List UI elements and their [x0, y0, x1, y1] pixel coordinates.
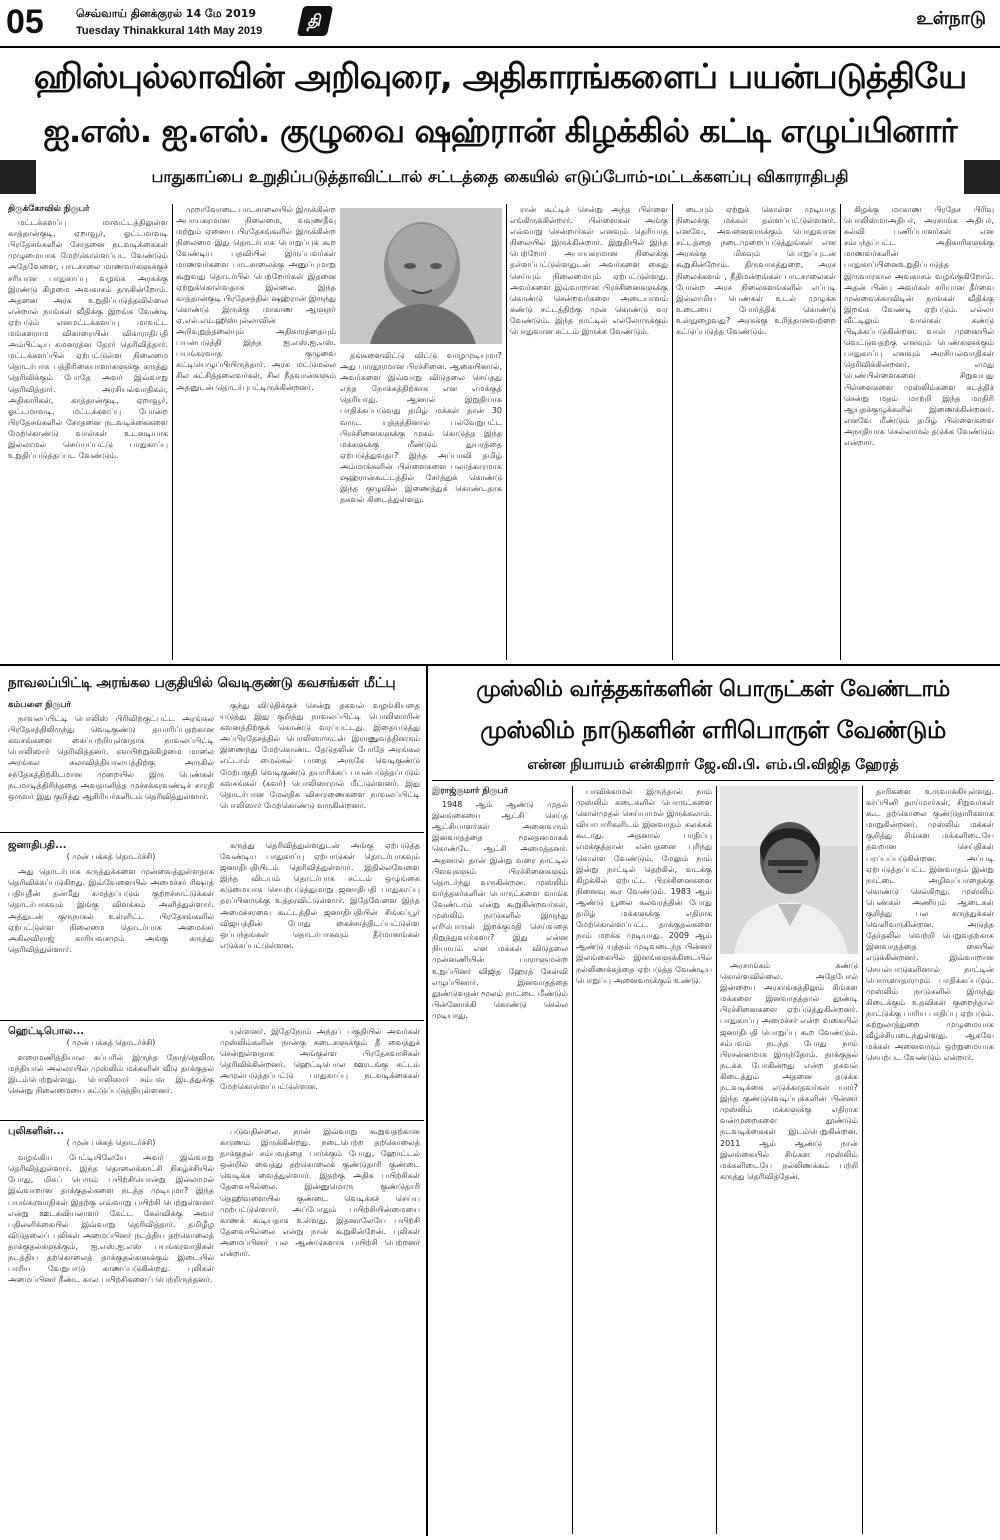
- newspaper-logo: [297, 6, 333, 36]
- naval-column-1: [8, 700, 214, 828]
- cont3-col2-text: படுவதில்லை. நான் இவ்வாறு கூறுவதற்கான காரணம் இருக்கின்றது. நடைபெற்ற தற்கொலைத் தாக்குதல் சம்பவத்தை பார்க்கும் போது, ஹோட்டல் ஒன்றில் வைத்து தற்கொலைக் குண்டுதாரி குண்டை வெடிக்க வைத்துள்ளார். இதற்கு அதிக பயிற்சிகள் தேவையில்லை. இன்னுமொரு குண்டுதாரி தெஹிவளையில் குண்டை வெடிக்கச் செய்ய முற்பட்டுள்ளார். அப்போதும் பயிற்சியின்மையை காணக் கூடியதாக உள்ளது. இதனாலேயே பயிற்சி தேவையில்லை என்று நான் கூறுகின்றேன். புலிகள் அமைப்பினர் பல ஆண்டுகளாக பயிற்சி பெற்றனர் என்றார்.: [220, 1127, 420, 1259]
- lead-headline-2: ஐ.எஸ். ஐ.எஸ். குழுவை ஷஹ்ரான் கிழக்கில் கட்டி எழுப்பினார்: [43, 111, 957, 150]
- jvp-col3-text: அரசாங்கம் கண்டு கொள்ளவில்லை. அதேபோல் இன்றைய அரசாங்கத்திலும் சிங்கள மக்களை இனவாதத்தால் தூண்டி பிரச்சினைகளை ஏற்படுத்துகின்றனர். பாதுகாப்பு அமைச்சர் என்ற வகையில் ஜனாதிபதி பொறுப்பு கூற வேண்டும். சம்பவம் நடந்த போது நாம் பிரசன்னமாக இருந்தோம். தாக்குதல் நடக்க போகின்றது என்ற தகவல் கிடைத்தும் அதனை தடுக்க நடவடிக்கை எடுக்காதவர்கள் யார்? இந்த குண்டுவெடிப்புக்களின் பின்னர் முஸ்லிம் மக்களுக்கு எதிராக வன்முறைகளை தூண்டும் நடவடிக்கைகள் இடம்பெறுகின்றன. 2011 ஆம் ஆண்டு நான் இலங்கையில் சிங்கள முஸ்லிம் மக்களிடையே நல்லிணக்கம் பற்றி கருத்து தெரிவித்தேன்.: [720, 961, 858, 1181]
- lead-col3-text: தங்களைவிட்டு விட்டு வாழமுடியுமா? அது பாரதூரமான பிரச்சினை. ஆகையினால், அவர்களை இவ்வாறு விடுதலை செய்தது எந்த நோக்கத்திற்காக என எமக்குத் தெரியாது. ஆனால் இறுதியாக பாதிக்கப்படுவது தமிழ் மக்கள் தான் 30 வருட யுத்தத்தினால் பல்வேறுபட்ட பிரச்சினைகளுக்கு முகம் கொடுத்த இந்த மக்களுக்கு மீண்டும் துயரத்தை ஏற்படுத்துவதா? இந்த அப்பாவி தமிழ் அம்மாக்களின் பிள்ளைகளை பலாத்காரமாக ஷஹ்ரான்கூட்டத்தில் சேர்த்துக் கொண்டு இந்த குழுவில் இணைத்துக் கொண்டதாக தகவல் கிடைத்துள்ளது.: [340, 351, 502, 505]
- jvp-byline: இராஜ்குமார் நிருபர்: [432, 786, 509, 796]
- section-rule: [0, 664, 1000, 666]
- subhead-block-left: [0, 160, 36, 194]
- lead-col4-text: ரான் கூட்டிச் சென்று அந்த பிள்ளை எங்கிருக்கின்றார். பிள்ளைகள் அங்கு எவ்வாறு சென்றார்கள் எனவும் தெரியாத நிலையில் இருக்கின்றார். இறுதியில் இந்த பெற்றோர் அபாயகரமான நிலைக்கு தள்ளப்பட்டுள்ளதுடன் அவர்களை கைது செய்யும் நிலைமையும் ஏற்பட்டுள்ளது. அவர்களை இவ்வாறான பிரச்சினைகளுக்கு கொண்டு சென்றவர்களை அடையாளம் கண்டு சட்டத்திற்கு முன் கொண்டு வர வேண்டும். இந்த நாட்டில் எல்லோருக்கும் பொதுவான சட்டம் இருக்க வேண்டும்.: [510, 205, 668, 337]
- cont3-title: புலிகளின்...: [8, 1126, 65, 1137]
- jvp-col1-text: 1948 ஆம் ஆண்டு முதல் இலங்கையை ஆட்சி செய்த ஆட்சியாளர்கள் அனைவரும் இனவாதத்தை மூலதனமாகக் கொண்டே ஆட்சி அமைத்தனர். அதனால் தான் இன்று வரை நாட்டில் பிளவுகளும் பிரச்சினைகளும் தொடர்ந்து வருகின்றன. முஸ்லிம் வர்த்தகர்களின் பொருட்களை வாங்க வேண்டாம் என்று கூறுகின்றவர்கள், முஸ்லிம் நாடுகளில் இருந்து எரிபொருள் இறக்குமதி செய்வதை நிறுத்துவார்களா? இது என்ன நியாயம் என மக்கள் விடுதலை முன்னணியின் பாராளுமன்ற உறுப்பினர் விஜித ஹேரத் கேள்வி எழுப்பினார். இனவாதத்தை தூண்டுவதன் மூலம் நாட்டை மீண்டும் பின்னோக்கி கொண்டு செல்ல முடியாது.: [432, 800, 568, 1020]
- naval-column-2: [220, 700, 420, 828]
- subhead-rule: [432, 780, 994, 781]
- logo-text: தி: [306, 11, 324, 30]
- cont3-label: ( முன் பக்கத் தொடர்ச்சி): [66, 1138, 156, 1148]
- lead-column-4: [510, 204, 668, 660]
- cont3-column-2: [220, 1126, 420, 1534]
- col-rule: [862, 786, 863, 1534]
- naval-headline: நாவலப்பிட்டி அரங்கல பகுதியில் வெடிகுண்டு கவசங்கள் மீட்பு: [8, 675, 396, 691]
- lead-column-6: [844, 204, 994, 660]
- col-rule: [716, 786, 717, 1534]
- cont1-title: ஜனாதிபதி...: [8, 840, 67, 851]
- jvp-subhead: என்ன நியாயம் என்கிறார் ஜே.வி.பி. எம்.பி.விஜித ஹேரத்: [527, 757, 899, 773]
- jvp-headline-2: முஸ்லிம் நாடுகளின் எரிபொருள் வேண்டும்: [480, 716, 946, 744]
- lead-subhead-bar: [0, 160, 1000, 194]
- col-rule: [506, 204, 507, 660]
- politician-portrait-illustration: [720, 786, 858, 954]
- cont3-col1-text: வழங்கிய பேட்டியிலேயே அவர் இவ்வாறு தெரிவித்துள்ளார். இந்த தொலைக்காட்சி நிகழ்ச்சியில் போது, மிகப் பெரும் பயிற்சியொன்று இல்லாமல் இவ்வாறான தாக்குதல்களை நடத்த முடியுமா? இந்த பயங்கரவாதிகள் இதற்கு எவ்வாறு பயிற்சி பெற்றுள்ளனர் என்று ஊடகவியலாளர் கேட்ட கேள்விக்கு அவர் பதிலளிக்கையில் இவ்வாறு தெரிவித்தார். தமிழீழ விடுதலைப் புலிகள் அமைப்பினர் நடத்திய தற்கொலைத் தாக்குதல்களுக்கும், ஐ.எஸ்.ஐ.எஸ் பயங்கரவாதிகள் நடத்திய தற்கொலைத் தாக்குதல்களுக்கும் இடையில் பாரிய வேறுபாடு காணப்படுகின்றது. புலிகள் அமைப்பினர் நீண்ட கால பயிற்சிகளைப் பெற்றிருந்தனர்.: [8, 1153, 214, 1285]
- lead-byline: திருக்கோவில் நிருபர்: [8, 204, 90, 214]
- section-divider: [426, 666, 428, 1536]
- col-rule: [172, 204, 173, 660]
- cont1-col2-text: கருத்து தெரிவித்துள்ளதுடன் அங்கு ஏற்படுத்த வேண்டிய பாதுகாப்பு ஏற்பாடுகள் தொடர்பாகவும் ஜனாதிபதியிடம் தெரிவித்துள்ளார். இதில்லவேளை இந்த விடயம் தொடர்பாக சட்டம் ஒழுங்கை கடுமையாக செயற்படுத்துமாறு ஜனாதிபதி பாதுகாப்பு தரப்பினருக்கு உத்தரவிட்டுள்ளார். இதேவேளை இந்த அமைச்சரவை கூட்டத்தில் ஜனாதிபதியின் சிங்கப்பூர் விஜயத்தின் போது கைச்சாத்திடப்பட்டுள்ள ஒப்பந்தங்கள் தொடர்பாகவும் தீர்மானங்கள் எடுக்கப்பட்டுள்ளன.: [220, 841, 420, 950]
- cont1-column-1: [8, 840, 214, 1016]
- english-date: Tuesday Thinakkural 14th May 2019: [76, 25, 263, 37]
- section-label: உள்நாடு: [916, 8, 986, 29]
- masthead: [0, 0, 1000, 52]
- jvp-column-4: [866, 786, 994, 1534]
- monk-portrait-illustration: [340, 208, 502, 344]
- lead-col5-text: டையும் ஏற்றுக் கொள்ள முடியாத நிலைக்கு மக்கள் தள்ளப்பட்டுள்ளனர். எனவே, அவனைவருக்கும் பொதுவான சட்டத்தை நடைமுறைப்படுத்துங்கள் என அரசுக்கு மிகவும் பொறுப்புடன் கூறுகின்றோம். திருவாசுத்துறை, அரச நிலைக்களம் , நீதிமன்றங்கள் பாடசாலைகள் போன்ற அரச நிலைகளங்களில் எப்படி இல்லாமிய பெண்கள் உடல் முழுக்க உடையை போர்த்திக் கொண்டு உள்நுழைவது? அரசுக்கு உரித்தானவற்றை கட்டுப்படுத்த வேண்டும்.: [676, 205, 836, 337]
- jvp-column-3: [720, 960, 858, 1534]
- cont3-column-1: [8, 1126, 214, 1534]
- monk-photo: [340, 208, 502, 344]
- naval-col2-text: குந்து விடுதிக்குச் சென்று தகவல் வழங்கியதை யடுத்து இது குறித்து நாவலப்பிட்டி பொலிஸாரின் கவனத்திற்குக் கொண்டு வரப்பட்டது. இதையடுத்து அப்பிரதேசத்தில் பொலிஸாருடன் இராணுவத்தினரும் இணைந்து மேற்கொண்ட தேடுதலின் போதே அரங்கல எட்டாம் மைல்கல் பாதை அருகே வெடிகுண்டு மேற்பகுதி வெடிகுண்டு தயாரிக்கப் பயன்படுத்தப்படும் கவசங்கள் (கவர்) பொலிஸாரால் மீட்டுள்ளனர். இது தொடர்பான மேலதிக விசாரணைகளை நாவலப்பிட்டி பொலிஸார் மேற்கொண்டு வருகின்றனர்.: [220, 701, 420, 810]
- section-rule: [0, 1120, 424, 1121]
- lead-subhead: பாதுகாப்பை உறுதிப்படுத்தாவிட்டால் சட்டத்தை கையில் எடுப்போம்-மட்டக்களப்பு விகாராதிபதி: [151, 167, 849, 186]
- page-number: 05: [6, 3, 44, 41]
- masthead-rule: [0, 46, 1000, 48]
- subhead-block-right: [964, 160, 1000, 194]
- lead-column-3: [340, 350, 502, 660]
- naval-col1-text: நாவலப்பிட்டி பொலிஸ் பிரிவிற்குட்பட்ட அரங்கல பிரதேசத்திலிருந்து வெடிகுண்டு தயாரிப்பதற்கான கவசங்களை கைப்பற்றியுள்ளதாக நாவலப்பிட்டி பொலிஸார் தெரிவித்தனர். ஞாயிற்றுக்கிழமை மாலை அரங்கல கலாவித்தியாலயத்திற்கு அருகில் சந்தேகத்திற்கிடமான முறையில் இரு பெண்கள் நடமாடித்திரிந்ததை அவதானித்த முச்சக்கரவண்டிச் சாரதி ஒருவர் இது குறித்து ஆசிரியர்களிடம் தெரிவித்துள்ளார்.: [8, 714, 214, 801]
- jvp-col4-text: தாரிகளை உருவாக்கியுள்ளது. கர்ப்பினி தாய்மார்கள், சிறுவர்கள் கூட தற்கொலை குண்டுதாரிகளாக மாறுகின்றனர். முஸ்லிம் மக்கள் குறித்து சிங்கள மக்களிடையே தவறான செய்திகள் பரப்பப்படுகின்றன. அப்படி ஏற்படுத்தப்பட்ட இனவாதம் இன்று நாட்டை அழிவுப்பாதைக்கு கொண்டு செல்கிறது. முஸ்லிம் பெண்கள் அணியும் ஆடைகள் குறித்து பல கருத்துக்கள் வெளிவருகின்றன. அடுத்த தேர்தலில் வெற்றி பெறுவதற்காக இனவாதத்தை கையில் எடுக்கின்றனர். இவ்வாறான செயல்பாடுகளினால் நாட்டின் பொருளாதாரமும் பாதிக்கப்படும். முஸ்லிம் நாடுகளில் இருந்து கிடைக்கும் உதவிகள் குறைந்தால் நாட்டுக்கு பாரிய பாதிப்பு ஏற்படும். சுற்றுலாத்துறை முழுமையாக வீழ்ச்சியடைந்துள்ளது. ஆகவே மக்கள் அனைவரும் ஒற்றுமையாக செயற்பட வேண்டும் என்றார்.: [866, 787, 994, 1063]
- lead-headline-1: ஹிஸ்புல்லாவின் அறிவுரை, அதிகாரங்களைப் பயன்படுத்தியே: [33, 57, 967, 97]
- col-rule: [840, 204, 841, 660]
- cont2-title: ஹெட்டிபொல...: [8, 1026, 85, 1037]
- cont2-col1-text: ளரைமணித்தியால சுப்பரில் இருந்த நோத்தெலிரு மந்தியால் அல்லாயில் முஸ்லிம் மக்களின் வீடு தாக்குதல் இடம்பெற்றுள்ளது. பொலிஸார் சம்பவ இடத்துக்கு சென்று நிலைமையை கட்டுப்படுத்தியுள்ளனர்.: [8, 1053, 214, 1096]
- tamil-date: செவ்வாய் தினக்குரல் 14 மே 2019: [76, 7, 257, 20]
- jvp-headline-1: முஸ்லிம் வர்த்தகர்களின் பொருட்கள் வேண்டாம்: [476, 677, 950, 702]
- jvp-col2-text: பாவிக்காமல் இருந்தால் நாம் முஸ்லிம் கடைகளில் பொருட்களை கொள்முதல் செய்யாமல் இருக்கலாம். வியாபாரிகளிடம் இனவாதம் கலக்கக் கூடாது. அதனால் பாதிப்பு எமக்குத்தான் என்பதனை புரிந்து கொள்ள வேண்டும். மேலும் நாம் இன்று நாட்டில் தெற்கில், வடக்கு கிழக்கில் ஏற்பட்ட பிரச்சினைகளை நினைவு கூர வேண்டும். 1983 ஆம் ஆண்டு யூலை கலவரத்தின் போது தமிழ் மக்களுக்கு எதிராக மேற்கொள்ளப்பட்ட தாக்குதல்களை நாம் மறக்க முடியாது. 2009 ஆம் ஆண்டு யுத்தம் முடிவடைந்த பின்னர் இலங்கையில் இனங்களுக்கிடையில் நல்லிணக்கத்தை ஏற்படுத்த வேண்டிய பொறுப்பு அனைவருக்கும் உண்டு.: [576, 787, 712, 985]
- cont2-label: ( முன் பக்கத் தொடர்ச்சி): [66, 1038, 156, 1048]
- lead-column-2: [176, 204, 336, 660]
- lead-column-5: [676, 204, 836, 660]
- lead-col2-text: முறாவோடை பாடசாலையில் இருக்கின்ற அபாயகரமான நிலைமை, வவுணதீவு மற்றும் ஏனைய பிரதேசங்களில் இருக்கின்ற நிலைமை இது தொடர்பாக பொறுப்புக் கூற வேண்டிய பதவியில் இருப்பவர்கள் மாணவர்களை பாடசாலைக்கு அனுப்புமாறு கூறுவது தொடர்பில் பெற்றோர்கள் இதனை ஏற்றுக்கொள்வதாக இல்லை. இந்த காத்தான்குடி பிரதேசத்தில் ஷஹ்ரான் இருந்து கொண்டு இருக்கு மாகாண ஆளுநர் ஏ.எல்.எம்.ஹிஸ்புல்லாவின் அறிவுறுத்தலையும் அதிகாரத்தையும் பயன்படுத்தி இந்த ஐ.எஸ்.ஐ.எஸ். பயங்கரவாத குழுவை கட்டியெழுப்பியிருந்தார். அரசு மட்டுமல்ல சில கட்சித்தலைவர்கள், சில நீதவான்களும் அதனுடன் தொடர்புபட்டிருக்கின்றனர்.: [176, 205, 336, 392]
- naval-byline: கம்பளை நிருபர்: [8, 700, 71, 710]
- cont1-col1-text: அது தொடர்பாக கருத்துக்களை முன்வைத்துள்ளதாக தெரிவிக்கப்படுகிறது. இவ்வேளையில் அமைச்சர் ரிஷாத் பதியுதீன் தன்மீது சுமத்தப்படும் குற்றச்சாட்டுக்கள் தொடர்பாகவும் இங்கு விளக்கம் அளித்துள்ளார். அத்துடன் குருநாகல் உள்ளிட்ட பிரதேசங்களில் ஏற்பட்டுள்ள நிலைமை தொடர்பாக அமைச்சர் அகிலவிராஜ் காரியவசமும் அங்கு கருத்து தெரிவித்துள்ளார்.: [8, 867, 214, 954]
- cont2-column-2: [220, 1026, 420, 1116]
- col-rule: [572, 786, 573, 1534]
- lead-col6-text: கிழக்கு மாகாண பிரதேச பிரிவு பொலிஸ்மாஅதிபர், அரசாங்க அதிபர், கல்வி பணிப்பாளர்கள் என சம்பந்தப்பட்ட அதிகாரிகளுக்கு மாணவர்களின் பாதுகாப்பினைஉறுதிப்படுத்த இருவாரகால அவகாசம் வழங்குகிறோம். அதன் பின்பு அவர்கள் சரியான தீர்வை முன்வைக்காவிடின் நாங்கள் வீதிக்கு இறங்க வேண்டி ஏற்படும். எல்லா வீட்டிலும் வாள்கள் கண்டு பிடிக்கப்படுகின்றன. வாள் முனையில் வெட்டுவதற்கு எனவும் பெண்களுக்கும் பாதுகாப்பு எனவும் அரசியல்வாதிகள் தெரிவிக்கின்றனர். எமது பெண்பிள்ளைகளை சிறுவயது பிள்ளைகளை முஸ்லிம்களை கடத்திச் சென்று மதம் மாற்றி இந்த மாதிரி ஆயுதக்குழுக்களில் இணைக்கின்றனர். எனவே மீண்டும் தமிழ் பிள்ளைகளை அநாதியாக செல்லாமல் தடுக்க வேண்டும் என்றார்.: [844, 205, 994, 447]
- section-rule: [0, 832, 424, 833]
- cont2-column-1: [8, 1026, 214, 1116]
- politician-photo: [720, 786, 858, 954]
- lead-col1-text: மட்டக்களப்பு மாவட்டத்திலுள்ள காத்தான்குடி, ஏறாவூர், ஓட்டமாவடி பிரதேசங்களில் சோதனை நடவடிக்கைகள் முழுமையாக மேற்கொள்ளப்பட வேண்டும் அதேவேளை, பாடசாலை மாணவர்களுக்குச் சரியான பாதுகாப்பு வழங்க அரசுக்கு இரண்டு கிழமை அவகாசம் தருகின்றோம். அதனை அரசு உறுதிப்படுத்தவில்லை என்றால் நாங்கள் வீதிக்கு இறங்க வேண்டி ஏற்படும் எனமட்டக்களப்பு மாவட்ட மங்களராம விகாரையின் விகாராதிபதி அம்பிட்டிய சுமனரத்ன தேரர் தெரிவித்தார். மட்டக்களப்பில் ஏற்பட்டுள்ள நிலைமை தொடர்பாக பத்திரிகையாளர்களுக்கு கருத்து தெரிவிக்கும் போதே அவர் இவ்வாறு தெரிவித்தார். அரசியல்வாதிகள், அதிகாரிகள், காத்தான்குடி, ஏறாவூர், ஓட்டமாவடி, மட்டக்களப்பு போன்ற பிரதேசங்களில் சோதனை நடவடிக்கைகளை மேற்கொண்டு வாள்கள் உடனடியாக இல்லாமல் செய்யப்பட்டு பாதுகாப்பு உறுதிப்படுத்தப்பட வேண்டும்.: [8, 218, 168, 461]
- jvp-column-1: [432, 786, 568, 1534]
- jvp-column-2: [576, 786, 712, 1534]
- lead-column-1: [8, 204, 168, 660]
- cont1-column-2: [220, 840, 420, 1016]
- cont2-col2-text: யுள்ளனர். இதேநேரம் அந்தப் பகுதியில் அவர்கள் முஸ்லிம்களின் நான்கு கடைகளுக்கும் தீ வைத்துச் சென்றுள்ளதாக அங்குள்ள பிரதேசவாசிகள் தெரிவிக்கின்றனர். ஹெட்டிபொல ஊரடங்கு சட்டம் அமுல்படுத்தப்பட்டு பாதுகாப்பு நடவடிக்கைகள் மேற்கொள்ளப்பட்டுள்ளன.: [220, 1027, 420, 1092]
- col-rule: [672, 204, 673, 660]
- cont1-label: ( முன் பக்கத் தொடர்ச்சி): [66, 852, 156, 862]
- section-rule: [0, 1020, 424, 1021]
